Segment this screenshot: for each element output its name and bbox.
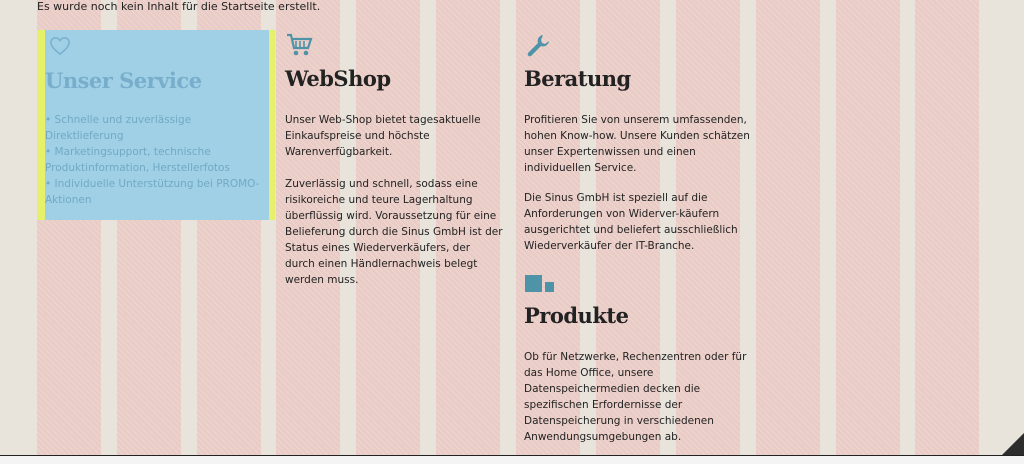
produkte-title: Produkte <box>524 303 629 328</box>
wrench-icon <box>525 32 553 60</box>
list-item: • Schnelle und zuverlässige Direktlieferung <box>45 114 192 142</box>
products-icon <box>525 274 555 294</box>
beratung-paragraph: Die Sinus GmbH ist speziell auf die Anforderungen von Widerver-käufern ausgerichtet und beliefert ausschließlich Wiederverkäufer der IT-Branche. <box>524 192 738 252</box>
empty-content-notice: Es wurde noch kein Inhalt für die Startseite erstellt. <box>37 0 321 13</box>
grid-column <box>915 0 979 455</box>
list-item: • Individuelle Unterstützung bei PROMO-Aktionen <box>45 178 260 206</box>
webshop-paragraph: Zuverlässig und schnell, sodass eine risikoreiche und teure Lagerhaltung überflüssig wird. Voraussetzung für eine Belieferung durch die Sinus GmbH ist der Status eines Wiederverkäufers, der durch einen Händlernachweis belegt werden muss. <box>285 178 503 286</box>
service-box <box>37 30 275 220</box>
produkte-paragraph: Ob für Netzwerke, Rechenzentren oder für das Home Office, unsere Datenspeichermedien decken die spezifischen Erfordernisse der Datenspeicherung in verschiedenen Anwendungsumgebungen ab. <box>524 351 747 443</box>
shopping-cart-icon <box>286 32 314 58</box>
service-list <box>45 112 265 208</box>
grid-column <box>836 0 900 455</box>
webshop-title: WebShop <box>285 66 391 91</box>
corner-fold <box>1002 433 1024 455</box>
beratung-title: Beratung <box>524 66 631 91</box>
heart-icon <box>49 36 71 56</box>
list-item: • Marketingsupport, technische Produktinformation, Herstellerfotos <box>45 146 230 174</box>
grid-column <box>756 0 820 455</box>
webshop-paragraph: Unser Web-Shop bietet tagesaktuelle Einkaufspreise und höchste Warenverfügbarkeit. <box>285 114 481 158</box>
service-title: Unser Service <box>45 68 202 93</box>
beratung-paragraph: Profitieren Sie von unserem umfassenden, hohen Know-how. Unsere Kunden schätzen unser Expertenwissen und einen individuellen Service. <box>524 114 750 174</box>
